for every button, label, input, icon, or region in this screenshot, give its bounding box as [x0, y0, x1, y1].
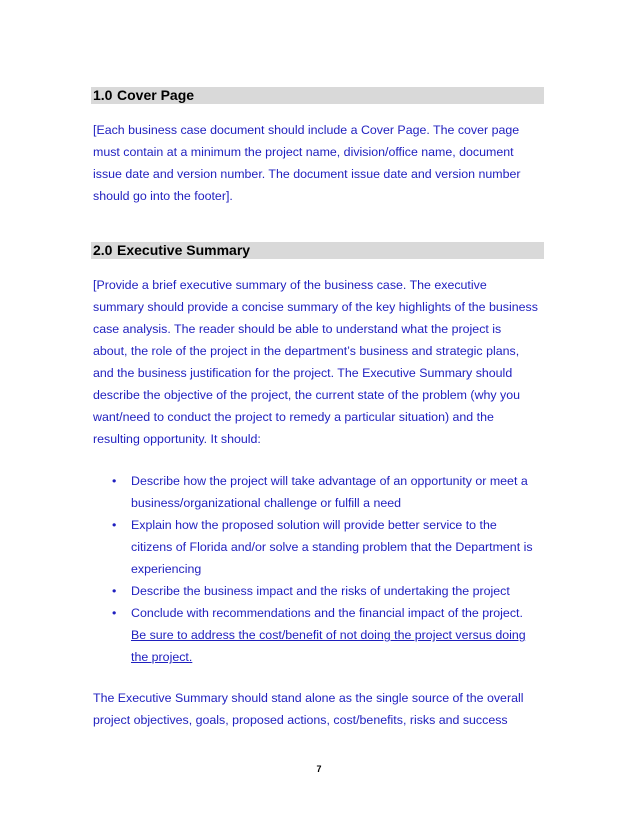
underlined-note-line: Be sure to address the cost/benefit of not doing the project versus doing — [131, 628, 526, 642]
paragraph-line: must contain at a minimum the project name, division/office name, document — [93, 145, 514, 159]
list-item — [112, 514, 552, 580]
list-item-line: Describe how the project will take advantage of an opportunity or meet a — [131, 474, 528, 488]
paragraph-line: [Each business case document should include a Cover Page. The cover page — [93, 123, 520, 137]
paragraph-line: summary should provide a concise summary of the key highlights of the business — [93, 300, 538, 314]
bullet-icon: • — [112, 518, 117, 532]
list-item-line: Conclude with recommendations and the financial impact of the project. — [131, 606, 523, 620]
section-heading-executive-summary — [91, 242, 544, 259]
paragraph-line: should go into the footer]. — [93, 189, 233, 203]
list-item-line: experiencing — [131, 562, 202, 576]
list-item-line: Describe the business impact and the risks of undertaking the project — [131, 584, 510, 598]
section-heading-cover-page — [91, 87, 544, 104]
closing-paragraph — [93, 687, 553, 731]
list-item-line: citizens of Florida and/or solve a standing problem that the Department is — [131, 540, 533, 554]
section-number: 2.0 — [93, 242, 113, 258]
page-number: 7 — [316, 764, 322, 774]
list-item — [112, 580, 552, 602]
bullet-icon: • — [112, 606, 117, 620]
list-item-line: Explain how the proposed solution will provide better service to the — [131, 518, 497, 532]
executive-summary-paragraph — [93, 274, 553, 450]
paragraph-line: about, the role of the project in the department’s business and strategic plans, — [93, 344, 520, 358]
paragraph-line: want/need to conduct the project to remedy a particular situation) and the — [93, 410, 494, 424]
paragraph-line: issue date and version number. The document issue date and version number — [93, 167, 521, 181]
list-item — [112, 470, 552, 514]
list-item — [112, 602, 552, 668]
paragraph-line: [Provide a brief executive summary of the business case. The executive — [93, 278, 487, 292]
paragraph-line: resulting opportunity. It should: — [93, 432, 261, 446]
section-number: 1.0 — [93, 87, 113, 103]
paragraph-line: and the business justification for the project. The Executive Summary should — [93, 366, 513, 380]
paragraph-line: The Executive Summary should stand alone as the single source of the overall — [93, 691, 524, 705]
paragraph-line: describe the objective of the project, the current state of the problem (why you — [93, 388, 521, 402]
bullet-icon: • — [112, 584, 117, 598]
executive-summary-bullet-list — [112, 470, 552, 668]
list-item-line: business/organizational challenge or fulfill a need — [131, 496, 402, 510]
underlined-note-line: the project. — [131, 650, 193, 664]
cover-page-paragraph — [93, 119, 553, 207]
section-title: Executive Summary — [117, 242, 251, 258]
bullet-icon: • — [112, 474, 117, 488]
section-title: Cover Page — [117, 87, 195, 103]
paragraph-line: project objectives, goals, proposed actions, cost/benefits, risks and success — [93, 713, 508, 727]
paragraph-line: case analysis. The reader should be able to understand what the project is — [93, 322, 502, 336]
